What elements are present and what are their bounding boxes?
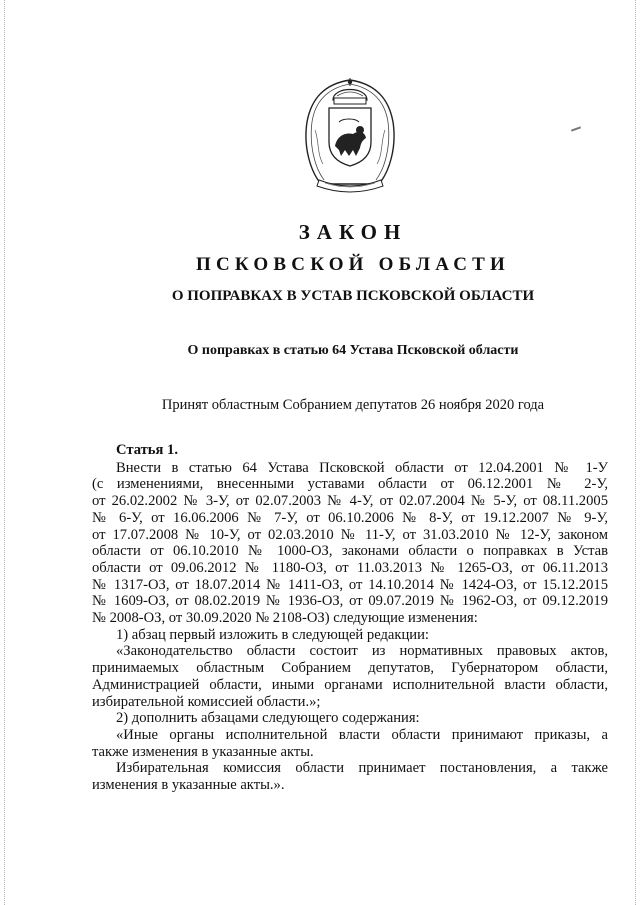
text-line: (с изменениями, внесенными уставами области от 06.12.2001 № 2-У, (92, 476, 608, 493)
quote-3 (92, 760, 608, 793)
text-line: принимаемых областным Собранием депутатов, Губернатором области, (92, 660, 608, 677)
region-heading: ПСКОВСКОЙ ОБЛАСТИ (196, 254, 510, 275)
scan-edge-left (4, 0, 6, 905)
text-line: изменения в указанные акты.». (92, 777, 285, 794)
text-line: также изменения в указанные акты. (92, 743, 314, 760)
text-line: Избирательная комиссия области принимает постановления, а также (116, 760, 608, 777)
text-line: от 26.02.2002 № 3-У, от 02.07.2003 № 4-У, от 02.07.2004 № 5-У, от 08.11.2005 (92, 493, 608, 510)
article-body (92, 442, 608, 794)
law-heading: ЗАКОН (298, 220, 408, 244)
text-line: № 2008-ОЗ, от 30.09.2020 № 2108-ОЗ) следующие изменения: (92, 610, 478, 627)
text-line: от 17.07.2008 № 10-У, от 02.03.2010 № 11-У, от 31.03.2010 № 12-У, законом (92, 526, 608, 543)
text-line: Внести в статью 64 Устава Псковской области от 12.04.2001 № 1-У (116, 459, 608, 476)
quote-2 (92, 727, 608, 760)
amendment-item-2: 2) дополнить абзацами следующего содержания: (116, 710, 420, 727)
article-paragraph (92, 460, 608, 627)
article-heading: Статья 1. (116, 442, 178, 458)
pskov-coat-of-arms-icon (293, 70, 407, 194)
text-line: области от 06.10.2010 № 1000-ОЗ, законами области о поправках в Устав (92, 543, 608, 560)
text-line: избирательной комиссией области.»; (92, 693, 321, 710)
law-subtitle: О ПОПРАВКАХ В УСТАВ ПСКОВСКОЙ ОБЛАСТИ (171, 288, 535, 304)
quote-1 (92, 643, 608, 710)
text-line: «Иные органы исполнительной власти области принимают приказы, а (116, 726, 608, 743)
text-line: № 6-У, от 16.06.2006 № 7-У, от 06.10.2006 № 8-У, от 19.12.2007 № 9-У, (92, 509, 608, 526)
text-line: области от 09.06.2012 № 1180-ОЗ, от 11.03.2013 № 1265-ОЗ, от 06.11.2013 (92, 559, 608, 576)
scan-mark (571, 126, 581, 131)
amendment-item-1: 1) абзац первый изложить в следующей редакции: (116, 626, 429, 643)
text-line: Администрацией области, иными органами исполнительной власти области, (92, 676, 608, 693)
scan-edge-right (635, 0, 637, 905)
text-line: «Законодательство области состоит из нормативных правовых актов, (116, 643, 608, 660)
article-title: О поправках в статью 64 Устава Псковской области (187, 343, 519, 358)
text-line: № 1317-ОЗ, от 18.07.2014 № 1411-ОЗ, от 14.10.2014 № 1424-ОЗ, от 15.12.2015 (92, 576, 608, 593)
text-line: № 1609-ОЗ, от 08.02.2019 № 1936-ОЗ, от 09.07.2019 № 1962-ОЗ, от 09.12.2019 (92, 593, 608, 610)
adoption-note: Принят областным Собранием депутатов 26 ноября 2020 года (161, 397, 545, 413)
